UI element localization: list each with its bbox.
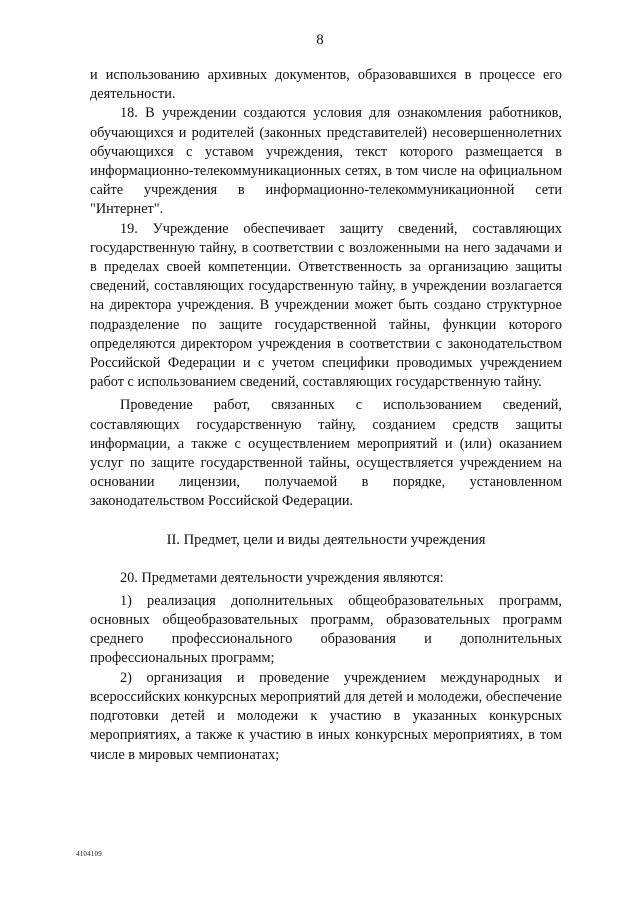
paragraph-continuation: и использованию архивных документов, образовавшихся в процессе его деятельности. <box>90 67 562 103</box>
list-item-1: 1) реализация дополнительных общеобразовательных программ, основных общеобразовательных программ, образовательных программ среднего профессионального образования и дополнительных профессиональных программ; <box>90 592 562 667</box>
page-number: 8 <box>316 32 324 48</box>
document-code: 4104109 <box>76 850 102 858</box>
paragraph-19: 19. Учреждение обеспечивает защиту сведений, составляющих государственную тайну, в соответствии с возложенными на него задачами и в пределах своей компетенции. Ответственность за организацию защиты сведений, составляющих государственную тайну, в учреждении возлагается на директора учреждения. В учреждении может быть создано структурное подразделение по защите государственной тайны, функции которого определяются директором учреждения в соответствии с законодательством Российской Федерации и с учетом специфики проводимых учреждением работ с использованием сведений, составляющих государственную тайну. <box>90 220 562 391</box>
section-heading: II. Предмет, цели и виды деятельности учреждения <box>166 531 486 548</box>
paragraph-20: 20. Предметами деятельности учреждения являются: <box>120 569 444 586</box>
list-item-2: 2) организация и проведение учреждением международных и всероссийских конкурсных мероприятий для детей и молодежи, обеспечение подготовки детей и молодежи к участию в указанных конкурсных мероприятиях, а также к участию в иных конкурсных мероприятиях, в том числе в мировых чемпионатах; <box>90 669 562 763</box>
paragraph-18: 18. В учреждении создаются условия для ознакомления работников, обучающихся и родителей (законных представителей) несовершеннолетних обучающихся с уставом учреждения, текст которого размещается в информационно-телекоммуникационных сетях, в том числе на официальном сайте учреждения в информационно-телекоммуникационной сети "Интернет". <box>90 105 562 218</box>
paragraph-19-continued: Проведение работ, связанных с использованием сведений, составляющих государственную тайну, созданием средств защиты информации, а также с осуществлением мероприятий и (или) оказанием услуг по защите государственной тайны, осуществляется учреждением на основании лицензии, получаемой в порядке, установленном законодательством Российской Федерации. <box>90 397 562 510</box>
document-body <box>90 66 562 765</box>
